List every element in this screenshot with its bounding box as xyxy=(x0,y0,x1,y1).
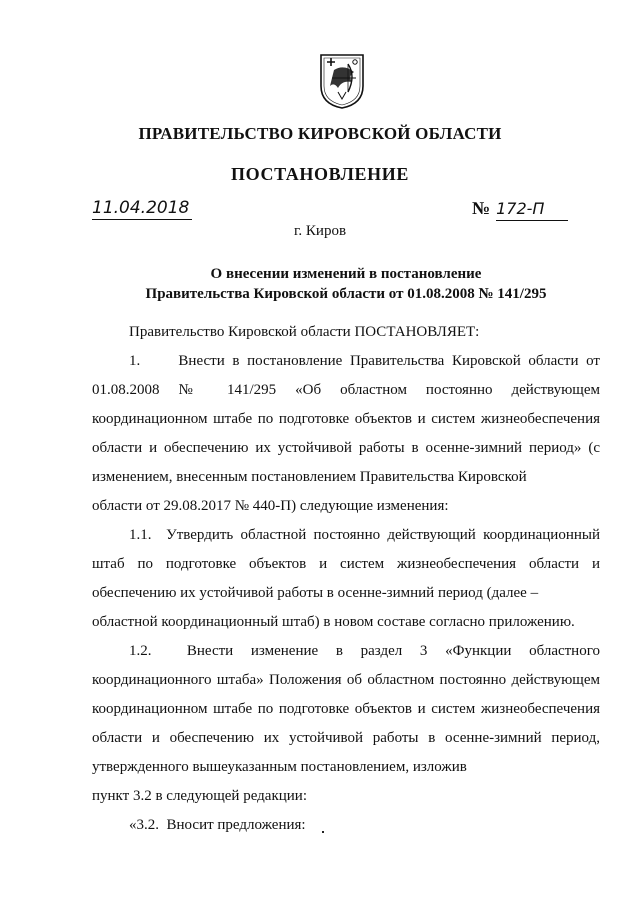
subject-line-1: О внесении изменений в постановление xyxy=(210,266,482,282)
scan-speck xyxy=(322,831,324,833)
paragraph-item-1-2: 1.2. Внести изменение в раздел 3 «Функции областного координационного штаба» Положения об областном постоянно действующем координационном штабе по подготовке объектов и систем жизнеобеспечения области и обеспечению их устойчивой работы в осенне-зимний период, утвержденного вышеуказанным постановлением, изложив xyxy=(92,643,600,775)
document-date: 11.04.2018 xyxy=(92,197,192,220)
paragraph-item-1-2-last-line: пункт 3.2 в следующей редакции: xyxy=(92,788,307,804)
document-body xyxy=(92,318,600,840)
paragraph-item-1-1-last-line: областной координационный штаб) в новом составе согласно приложению. xyxy=(92,614,575,630)
paragraph-item-1-1: 1.1. Утвердить областной постоянно действующий координационный штаб по подготовке объектов и систем жизнеобеспечения области и обеспечению их устойчивой работы в осенне-зимний период (далее – xyxy=(92,527,600,601)
organization-name: ПРАВИТЕЛЬСТВО КИРОВСКОЙ ОБЛАСТИ xyxy=(138,124,502,143)
document-subject xyxy=(92,264,600,304)
city: г. Киров xyxy=(293,223,347,239)
number-value: 172-П xyxy=(496,198,568,221)
paragraph-item-1: 1. Внести в постановление Правительства Кировской области от 01.08.2008 № 141/295 «Об областном постоянно действующем координационном штабе по подготовке объектов и систем жизнеобеспечения области и обеспечению их устойчивой работы в осенне-зимний период» (с изменением, внесенным постановлением Правительства Кировской xyxy=(92,353,600,485)
paragraph-item-1-last-line: области от 29.08.2017 № 440-П) следующие изменения: xyxy=(92,498,449,514)
preamble: Правительство Кировской области ПОСТАНОВЛЯЕТ: xyxy=(129,324,480,340)
subject-line-2: Правительства Кировской области от 01.08.2008 № 141/295 xyxy=(145,286,547,302)
number-label: № xyxy=(472,198,491,218)
document-number xyxy=(472,197,568,221)
document-type: ПОСТАНОВЛЕНИЕ xyxy=(231,164,409,184)
quoted-paragraph: «3.2. Вносит предложения: xyxy=(129,817,306,833)
coat-of-arms-icon xyxy=(318,52,366,110)
